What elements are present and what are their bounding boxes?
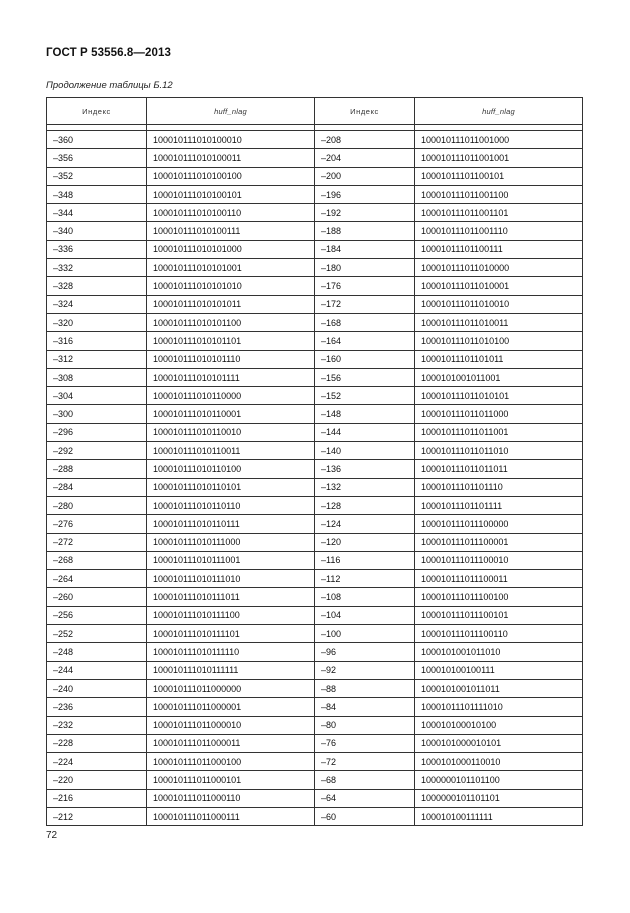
index-cell: –88: [315, 679, 415, 697]
table-row: [47, 277, 583, 295]
index-cell: –200: [315, 167, 415, 185]
table-row: [47, 716, 583, 734]
code-cell: 100010111011011001: [415, 423, 583, 441]
code-cell: 10001011101101111: [415, 496, 583, 514]
index-cell: –248: [47, 643, 147, 661]
index-cell: –240: [47, 679, 147, 697]
table-row: [47, 753, 583, 771]
code-cell: 100010111010110101: [147, 478, 315, 496]
table-row: [47, 350, 583, 368]
index-cell: –304: [47, 387, 147, 405]
code-cell: 100010111010101011: [147, 295, 315, 313]
code-cell: 100010111010100010: [147, 131, 315, 149]
table-row: [47, 515, 583, 533]
index-cell: –276: [47, 515, 147, 533]
table-row: [47, 789, 583, 807]
index-cell: –288: [47, 460, 147, 478]
index-cell: –124: [315, 515, 415, 533]
index-cell: –224: [47, 753, 147, 771]
code-cell: 10001011101100111: [415, 240, 583, 258]
code-cell: 100010111010110110: [147, 496, 315, 514]
index-cell: –312: [47, 350, 147, 368]
table-row: [47, 368, 583, 386]
index-cell: –328: [47, 277, 147, 295]
index-cell: –256: [47, 606, 147, 624]
code-cell: 100010111011100010: [415, 551, 583, 569]
table-row: [47, 734, 583, 752]
index-cell: –252: [47, 625, 147, 643]
code-cell: 100010111011100000: [415, 515, 583, 533]
index-cell: –132: [315, 478, 415, 496]
index-cell: –100: [315, 625, 415, 643]
code-cell: 100010111010110000: [147, 387, 315, 405]
table-header-row: [47, 98, 583, 125]
code-cell: 100010111010101101: [147, 332, 315, 350]
table-row: [47, 313, 583, 331]
index-cell: –264: [47, 570, 147, 588]
code-cell: 1000000101101100: [415, 771, 583, 789]
index-cell: –192: [315, 204, 415, 222]
index-cell: –136: [315, 460, 415, 478]
index-cell: –96: [315, 643, 415, 661]
code-cell: 100010111011001000: [415, 131, 583, 149]
code-cell: 100010111010111010: [147, 570, 315, 588]
code-cell: 1000101000110010: [415, 753, 583, 771]
code-cell: 100010111010111001: [147, 551, 315, 569]
column-header-huff-nlag: huff_nlag: [147, 98, 315, 125]
index-cell: –324: [47, 295, 147, 313]
table-row: [47, 204, 583, 222]
index-cell: –244: [47, 661, 147, 679]
table-row: [47, 570, 583, 588]
table-row: [47, 423, 583, 441]
table-row: [47, 131, 583, 149]
document-title: ГОСТ Р 53556.8—2013: [46, 47, 171, 59]
table-row: [47, 533, 583, 551]
index-cell: –80: [315, 716, 415, 734]
table-row: [47, 167, 583, 185]
code-cell: 100010111011010011: [415, 313, 583, 331]
code-cell: 1000101001011010: [415, 643, 583, 661]
index-cell: –164: [315, 332, 415, 350]
code-cell: 100010111010110010: [147, 423, 315, 441]
code-cell: 100010111010111110: [147, 643, 315, 661]
code-cell: 100010111011010010: [415, 295, 583, 313]
table-caption: Продолжение таблицы Б.12: [46, 80, 173, 91]
data-table: [46, 97, 583, 826]
code-cell: 100010111010100110: [147, 204, 315, 222]
index-cell: –184: [315, 240, 415, 258]
index-cell: –300: [47, 405, 147, 423]
code-cell: 100010111011000000: [147, 679, 315, 697]
code-cell: 100010111010100101: [147, 185, 315, 203]
column-header-index: Индекс: [47, 98, 147, 125]
index-cell: –172: [315, 295, 415, 313]
code-cell: 100010111011010100: [415, 332, 583, 350]
code-cell: 1000101001011001: [415, 368, 583, 386]
code-cell: 100010111010110111: [147, 515, 315, 533]
table-row: [47, 478, 583, 496]
code-cell: 100010111010101111: [147, 368, 315, 386]
table-row: [47, 679, 583, 697]
index-cell: –204: [315, 149, 415, 167]
page-number: 72: [46, 830, 58, 841]
table-row: [47, 807, 583, 825]
code-cell: 100010111010100111: [147, 222, 315, 240]
index-cell: –320: [47, 313, 147, 331]
code-cell: 100010111011000100: [147, 753, 315, 771]
index-cell: –296: [47, 423, 147, 441]
index-cell: –268: [47, 551, 147, 569]
table-row: [47, 606, 583, 624]
code-cell: 100010111011010001: [415, 277, 583, 295]
index-cell: –292: [47, 442, 147, 460]
code-cell: 100010111011001110: [415, 222, 583, 240]
index-cell: –180: [315, 259, 415, 277]
table-row: [47, 295, 583, 313]
index-cell: –260: [47, 588, 147, 606]
index-cell: –108: [315, 588, 415, 606]
index-cell: –208: [315, 131, 415, 149]
index-cell: –352: [47, 167, 147, 185]
index-cell: –116: [315, 551, 415, 569]
code-cell: 100010111010111111: [147, 661, 315, 679]
index-cell: –332: [47, 259, 147, 277]
index-cell: –188: [315, 222, 415, 240]
code-cell: 100010111011100100: [415, 588, 583, 606]
index-cell: –340: [47, 222, 147, 240]
index-cell: –168: [315, 313, 415, 331]
index-cell: –104: [315, 606, 415, 624]
index-cell: –360: [47, 131, 147, 149]
table-row: [47, 185, 583, 203]
code-cell: 100010111010101001: [147, 259, 315, 277]
index-cell: –156: [315, 368, 415, 386]
code-cell: 100010111011100001: [415, 533, 583, 551]
index-cell: –272: [47, 533, 147, 551]
table-row: [47, 149, 583, 167]
index-cell: –72: [315, 753, 415, 771]
code-cell: 100010111010110001: [147, 405, 315, 423]
index-cell: –336: [47, 240, 147, 258]
index-cell: –232: [47, 716, 147, 734]
code-cell: 100010111010100100: [147, 167, 315, 185]
code-cell: 100010111011001100: [415, 185, 583, 203]
code-cell: 100010111011001101: [415, 204, 583, 222]
table-row: [47, 405, 583, 423]
code-cell: 100010111011011010: [415, 442, 583, 460]
index-cell: –220: [47, 771, 147, 789]
index-cell: –284: [47, 478, 147, 496]
index-cell: –356: [47, 149, 147, 167]
table-row: [47, 496, 583, 514]
index-cell: –68: [315, 771, 415, 789]
index-cell: –316: [47, 332, 147, 350]
code-cell: 100010111011010101: [415, 387, 583, 405]
index-cell: –308: [47, 368, 147, 386]
code-cell: 100010111011000101: [147, 771, 315, 789]
table-row: [47, 588, 583, 606]
code-cell: 100010111010110011: [147, 442, 315, 460]
index-cell: –60: [315, 807, 415, 825]
code-cell: 100010111011000010: [147, 716, 315, 734]
code-cell: 100010111010111101: [147, 625, 315, 643]
code-cell: 100010111011100101: [415, 606, 583, 624]
code-cell: 100010111011100110: [415, 625, 583, 643]
index-cell: –120: [315, 533, 415, 551]
code-cell: 10001011101101011: [415, 350, 583, 368]
table-row: [47, 551, 583, 569]
column-header-index: Индекс: [315, 98, 415, 125]
code-cell: 100010111011000011: [147, 734, 315, 752]
code-cell: 10001011101100101: [415, 167, 583, 185]
index-cell: –160: [315, 350, 415, 368]
table-row: [47, 222, 583, 240]
code-cell: 100010100111111: [415, 807, 583, 825]
index-cell: –216: [47, 789, 147, 807]
code-cell: 100010111011011011: [415, 460, 583, 478]
code-cell: 1000101000010101: [415, 734, 583, 752]
index-cell: –76: [315, 734, 415, 752]
index-cell: –84: [315, 698, 415, 716]
code-cell: 10001011101101110: [415, 478, 583, 496]
index-cell: –348: [47, 185, 147, 203]
code-cell: 100010111011100011: [415, 570, 583, 588]
code-cell: 1000000101101101: [415, 789, 583, 807]
table-row: [47, 259, 583, 277]
index-cell: –144: [315, 423, 415, 441]
index-cell: –148: [315, 405, 415, 423]
index-cell: –196: [315, 185, 415, 203]
index-cell: –112: [315, 570, 415, 588]
table-row: [47, 771, 583, 789]
code-cell: 100010111010111100: [147, 606, 315, 624]
code-cell: 100010111011000111: [147, 807, 315, 825]
code-cell: 100010111010101110: [147, 350, 315, 368]
code-cell: 100010111011010000: [415, 259, 583, 277]
table-row: [47, 442, 583, 460]
index-cell: –236: [47, 698, 147, 716]
table-row: [47, 643, 583, 661]
table-row: [47, 625, 583, 643]
index-cell: –140: [315, 442, 415, 460]
code-cell: 100010111011000110: [147, 789, 315, 807]
code-cell: 1000101001011011: [415, 679, 583, 697]
code-cell: 100010111010111000: [147, 533, 315, 551]
table-row: [47, 460, 583, 478]
table-row: [47, 332, 583, 350]
code-cell: 100010111010111011: [147, 588, 315, 606]
table-row: [47, 387, 583, 405]
index-cell: –64: [315, 789, 415, 807]
code-cell: 100010111010101010: [147, 277, 315, 295]
index-cell: –176: [315, 277, 415, 295]
table-row: [47, 698, 583, 716]
index-cell: –92: [315, 661, 415, 679]
index-cell: –212: [47, 807, 147, 825]
code-cell: 100010100100111: [415, 661, 583, 679]
code-cell: 100010111010110100: [147, 460, 315, 478]
code-cell: 100010100010100: [415, 716, 583, 734]
code-cell: 10001011101111010: [415, 698, 583, 716]
index-cell: –128: [315, 496, 415, 514]
code-cell: 100010111010101000: [147, 240, 315, 258]
code-cell: 100010111010101100: [147, 313, 315, 331]
index-cell: –152: [315, 387, 415, 405]
code-cell: 100010111010100011: [147, 149, 315, 167]
index-cell: –344: [47, 204, 147, 222]
index-cell: –228: [47, 734, 147, 752]
code-cell: 100010111011000001: [147, 698, 315, 716]
code-cell: 100010111011011000: [415, 405, 583, 423]
column-header-huff-nlag: huff_nlag: [415, 98, 583, 125]
code-cell: 100010111011001001: [415, 149, 583, 167]
table-row: [47, 661, 583, 679]
table-row: [47, 240, 583, 258]
index-cell: –280: [47, 496, 147, 514]
